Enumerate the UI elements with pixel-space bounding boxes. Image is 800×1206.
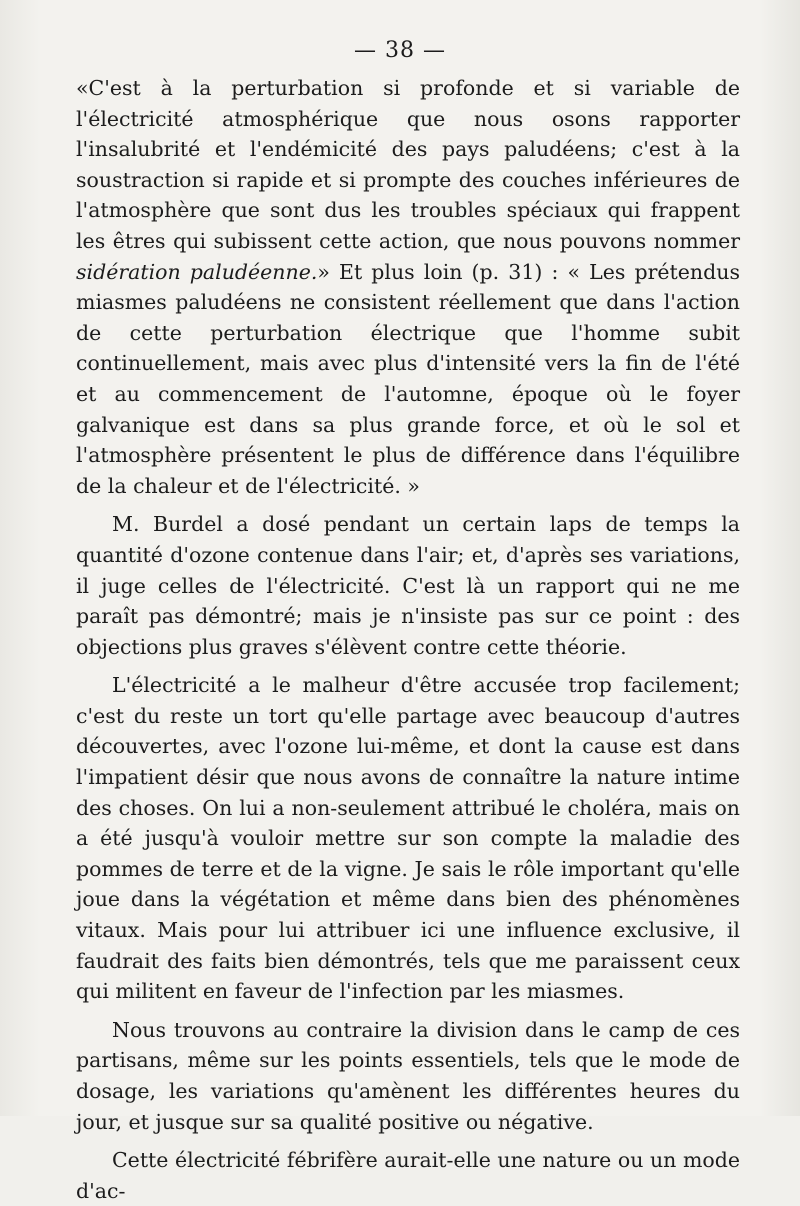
- paragraph-electricite: L'électricité a le malheur d'être accusée trop facilement; c'est du reste un tort qu'elle partage avec beaucoup d'autres découvertes, avec l'ozone lui-même, et dont la cause est dans l'impatient désir que nous avons de connaître la nature intime des choses. On lui a non-seulement attribué le choléra, mais on a été jusqu'à vouloir mettre sur son compte la maladie des pommes de terre et de la vigne. Je sais le rôle important qu'elle joue dans la végétation et même dans bien des phénomènes vitaux. Mais pour lui attribuer ici une influence exclusive, il faudrait des faits bien démontrés, tels que me paraissent ceux qui militent en faveur de l'infection par les miasmes.: [76, 673, 740, 1004]
- quote-text-part-2: » Et plus loin (p. 31) : « Les prétendus miasmes paludéens ne consistent réellement que dans l'action de cette perturbation électrique que l'homme subit continuellement, mais avec plus d'intensité vers la fin de l'été et au commencement de l'automne, époque où le foyer galvanique est dans sa plus grande force, et où le sol et l'atmosphère présentent le plus de différence dans l'équilibre de la chaleur et de l'électricité. »: [76, 259, 740, 498]
- paragraph-quote: [76, 73, 740, 501]
- body-text: [76, 73, 740, 1206]
- paragraph-division: Nous trouvons au contraire la division dans le camp de ces partisans, même sur les points essentiels, tels que le mode de dosage, les variations qu'amènent les différentes heures du jour, et jusque sur sa qualité positive ou négative.: [76, 1017, 740, 1134]
- quote-text-part-1: «C'est à la perturbation si profonde et si variable de l'électricité atmosphérique que nous osons rapporter l'insalubrité et l'endémicité des pays paludéens; c'est à la soustraction si rapide et si prompte des couches inférieures de l'atmosphère que sont dus les troubles spéciaux qui frappent les êtres qui subissent cette action, que nous pouvons nommer: [76, 76, 740, 253]
- paragraph-fragment: Cette électricité fébrifère aurait-elle une nature ou un mode d'ac-: [76, 1148, 740, 1203]
- paragraph-burdel: M. Burdel a dosé pendant un certain laps de temps la quantité d'ozone contenue dans l'air; et, d'après ses variations, il juge celles de l'électricité. C'est là un rapport qui ne me paraît pas démontré; mais je n'insiste pas sur ce point : des objections plus graves s'élèvent contre cette théorie.: [76, 512, 740, 659]
- quote-italic-term: sidération paludéenne.: [76, 259, 318, 284]
- page-number: — 38 —: [354, 38, 446, 63]
